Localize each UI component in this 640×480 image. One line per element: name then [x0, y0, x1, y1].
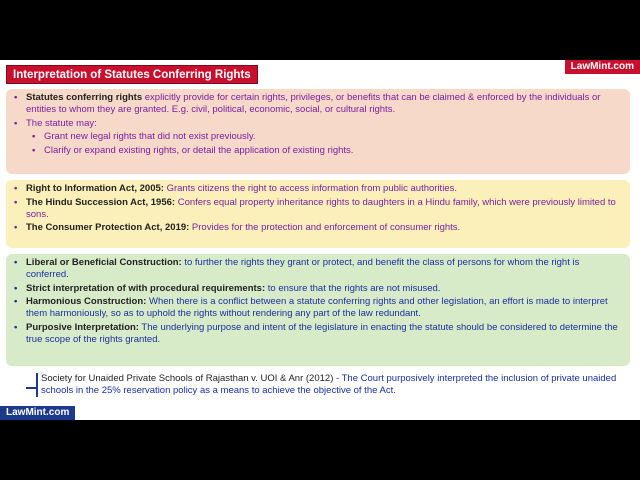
item-text: explicitly provide for certain rights, privileges, or benefits that can be claimed & enforced by the individuals or entities to whom they are granted. E.g. civil, political, economic, social, or cultural rights. [26, 92, 601, 115]
item-text: Grants citizens the right to access information from public authorities. [163, 183, 457, 194]
item-key: The Consumer Protection Act, 2019: [26, 222, 190, 234]
item-text: to ensure that the rights are not misused. [265, 282, 441, 294]
item-key: The Hindu Succession Act, 1956: [26, 196, 176, 208]
bullet-icon: • [14, 321, 18, 333]
item-text: Grant new legal rights that did not exist previously. [44, 131, 256, 143]
slide [0, 60, 640, 420]
brand-logo-top[interactable]: LawMint.com [565, 60, 640, 74]
list-item [14, 131, 624, 143]
case-name: Society for Unaided Private Schools of Rajasthan v. UOI & Anr (2012) [41, 373, 334, 384]
item-key: Liberal or Beneficial Construction: [26, 257, 182, 268]
item-text: The underlying purpose and intent of the legislature in enacting the statute should be considered to determine the true scope of the rights granted. [26, 321, 618, 345]
item-text: Provides for the protection and enforcement of consumer rights. [189, 222, 461, 234]
item-text: Clarify or expand existing rights, or detail the application of existing rights. [44, 145, 354, 157]
bullet-icon: • [32, 131, 36, 143]
bullet-icon: • [14, 257, 18, 268]
list-item [14, 118, 624, 130]
case-text: - The Court purposively interpreted the inclusion of private unaided schools in the 25% reservation policy as a means to achieve the objective of the Act. [41, 373, 617, 396]
bullet-icon: • [14, 296, 18, 308]
list-item [14, 257, 624, 281]
list-item [14, 222, 624, 234]
bullet-icon: • [14, 117, 18, 129]
bullet-icon: • [32, 145, 36, 157]
item-text: The statute may: [26, 117, 97, 129]
list-item [14, 322, 624, 346]
case-connector [26, 387, 36, 389]
item-key: Purposive Interpretation: [26, 321, 139, 333]
item-key: Statutes conferring rights [26, 92, 143, 103]
item-key: Harmonious Construction: [26, 296, 147, 308]
bullet-icon: • [14, 196, 18, 208]
list-item [14, 183, 624, 195]
list-item [14, 296, 624, 320]
approaches-box [6, 254, 630, 366]
bullet-icon: • [14, 183, 18, 194]
examples-box [6, 180, 630, 248]
item-key: Right to Information Act, 2005: [26, 183, 164, 194]
list-item [14, 283, 624, 295]
slide-title: Interpretation of Statutes Conferring Rights [6, 65, 258, 84]
list-item [14, 92, 624, 116]
bullet-icon: • [14, 282, 18, 294]
item-text: Confers equal property inheritance rights to daughters in a Hindu family, which were previously limited to sons. [26, 196, 616, 220]
bullet-icon: • [14, 222, 18, 234]
item-text: When there is a conflict between a statute conferring rights and other legislation, an effort is made to interpret them harmoniously, so as to uphold the rights without rendering any part of the law redundant. [26, 296, 608, 320]
list-item [14, 145, 624, 157]
item-key: Strict interpretation of with procedural requirements: [26, 282, 266, 294]
definition-box [6, 89, 630, 174]
list-item [14, 197, 624, 221]
bullet-icon: • [14, 92, 18, 103]
item-text: to further the rights they grant or protect, and benefit the class of persons for whom the right is conferred. [26, 257, 580, 280]
brand-logo-bottom[interactable]: LawMint.com [0, 406, 75, 420]
case-citation [36, 373, 626, 397]
